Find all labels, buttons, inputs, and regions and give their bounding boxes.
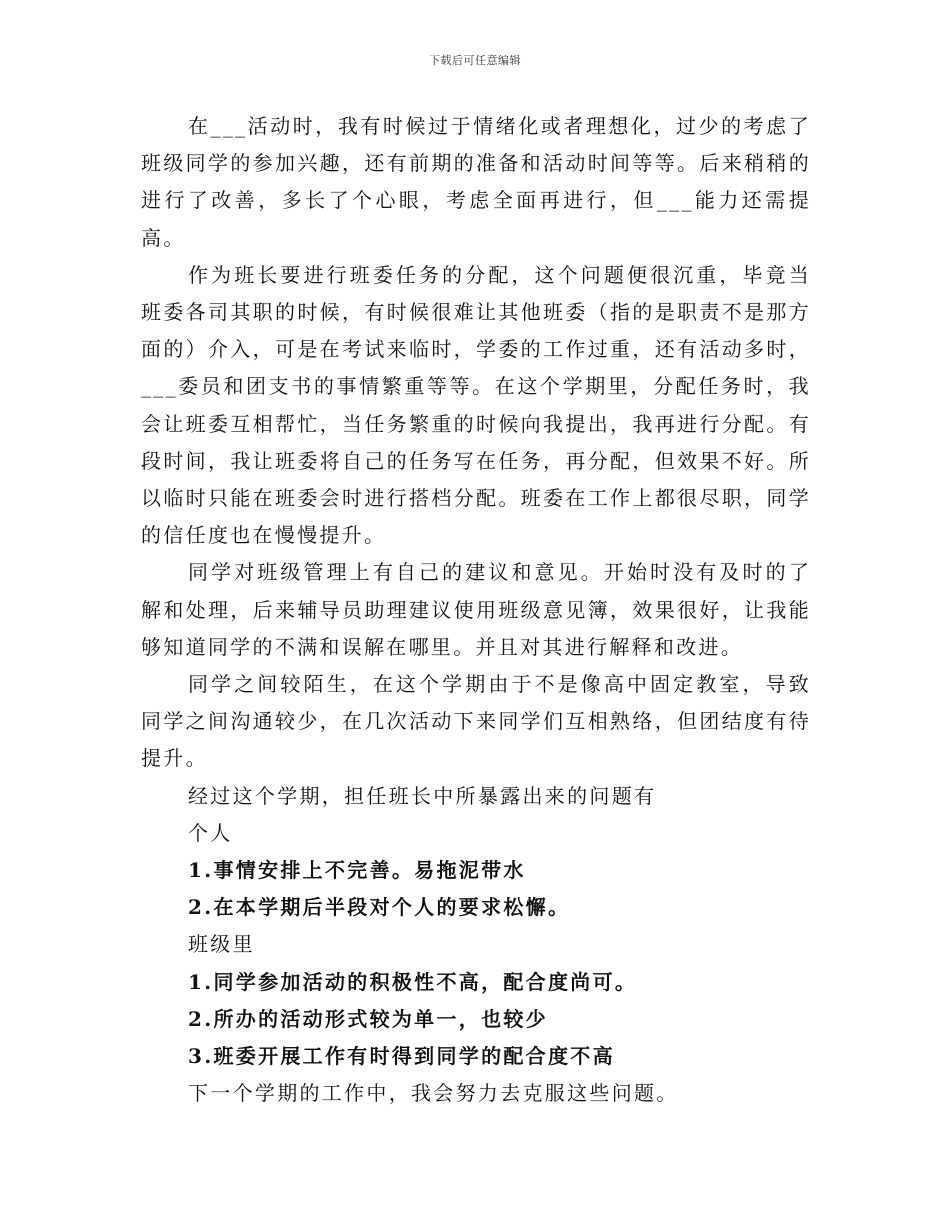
paragraph-suggestions: 同学对班级管理上有自己的建议和意见。开始时没有及时的了解和处理，后来辅导员助理建议使用班级意见簿，效果很好，让我能够知道同学的不满和误解在哪里。并且对其进行解释和改进。 <box>141 560 811 659</box>
class-item-3: 3.班委开展工作有时得到同学的配合度不高 <box>188 1044 615 1069</box>
personal-heading: 个人 <box>188 820 233 845</box>
class-item-1: 1.同学参加活动的积极性不高，配合度尚可。 <box>188 969 638 994</box>
class-heading: 班级里 <box>188 932 255 957</box>
paragraph-task-allocation: 作为班长要进行班委任务的分配，这个问题便很沉重，毕竟当班委各司其职的时候，有时候很难让其他班委（指的是职责不是那方面的）介入，可是在考试来临时，学委的工作过重，还有活动多时，___委员和团支书的事情繁重等等。在这个学期里，分配任务时，我会让班委互相帮忙，当任务繁重的时候向我提出，我再进行分配。有段时间，我让班委将自己的任务写在任务，再分配，但效果不好。所以临时只能在班委会时进行搭档分配。班委在工作上都很尽职，同学的信任度也在慢慢提升。 <box>141 262 811 548</box>
personal-item-2: 2.在本学期后半段对个人的要求松懈。 <box>188 895 571 920</box>
page-header: 下载后可任意编辑 <box>429 54 521 67</box>
document-body <box>141 108 811 1112</box>
personal-item-1: 1.事情安排上不完善。易拖泥带水 <box>188 858 526 883</box>
closing-sentence: 下一个学期的工作中，我会努力去克服这些问题。 <box>188 1081 679 1106</box>
paragraph-classmates: 同学之间较陌生，在这个学期由于不是像高中固定教室，导致同学之间沟通较少，在几次活动下来同学们互相熟络，但团结度有待提升。 <box>141 672 811 771</box>
problems-intro: 经过这个学期，担任班长中所暴露出来的问题有 <box>188 783 657 808</box>
paragraph-activities: 在___活动时，我有时候过于情绪化或者理想化，过少的考虑了班级同学的参加兴趣，还有前期的准备和活动时间等等。后来稍稍的进行了改善，多长了个心眼，考虑全面再进行，但___能力还需提高。 <box>141 114 811 250</box>
class-item-2: 2.所办的活动形式较为单一，也较少 <box>188 1006 548 1031</box>
